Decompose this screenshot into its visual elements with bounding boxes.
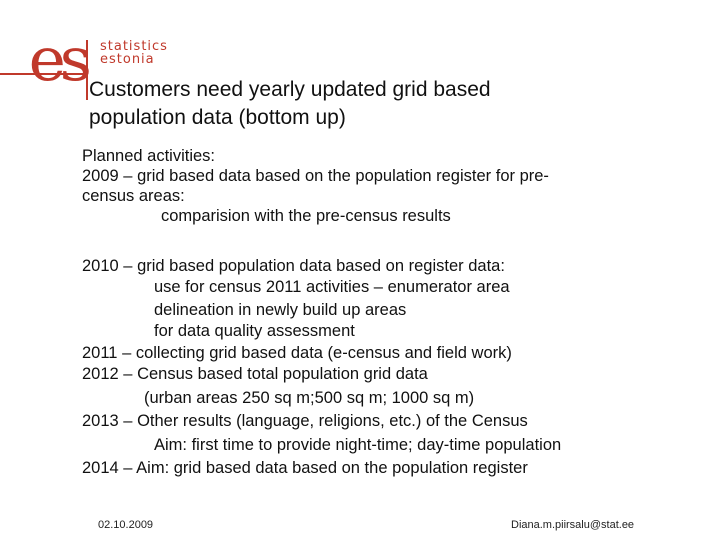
item-2014-dash: –	[118, 459, 137, 477]
item-2013-text: – Other results (language, religions, etc.) of the Census	[118, 412, 528, 430]
item-2013-sub-1	[82, 434, 672, 458]
logo-mark: es	[28, 25, 86, 95]
item-2010-sub-3: for data quality assessment	[154, 321, 355, 340]
year-2010: 2010	[82, 257, 119, 275]
item-2009-sub-1: comparision with the pre-census results	[161, 207, 451, 225]
item-2013-line-1	[82, 410, 672, 434]
year-2011: 2011	[82, 344, 118, 362]
planned-heading: Planned activities:	[82, 147, 215, 165]
slide-body	[82, 146, 672, 481]
footer-date: 02.10.2009	[98, 519, 154, 531]
item-2013-sub-text: first time to provide night-time; day-time population	[187, 435, 562, 454]
year-2014: 2014	[82, 459, 119, 477]
item-2009-line-2: census areas:	[82, 187, 185, 205]
slide-title	[89, 76, 689, 132]
item-2011-line-1	[82, 343, 672, 363]
year-2012: 2012	[82, 365, 119, 383]
item-2012-text: – Census based total population grid data	[118, 365, 428, 383]
item-2010-sub-2: delineation in newly build up areas	[154, 300, 407, 319]
item-2014-text: grid based data based on the population register	[169, 459, 528, 477]
aim-label-2013: Aim:	[154, 435, 187, 454]
logo-line-2: estonia	[100, 52, 155, 67]
item-2010-sub-1: use for census 2011 activities – enumerator area	[154, 278, 510, 296]
item-2014-line-1	[82, 457, 672, 481]
item-2012-line-1	[82, 363, 672, 387]
logo-divider-vertical	[86, 40, 88, 100]
year-2013: 2013	[82, 412, 119, 430]
item-2012-sub-1: (urban areas 250 sq m;500 sq m; 1000 sq m)	[144, 388, 475, 407]
title-line-1: Customers need yearly updated grid based	[89, 78, 491, 101]
item-2009-line-1	[82, 166, 672, 186]
item-2009-text: – grid based data based on the population register for pre-	[118, 167, 549, 185]
title-line-2: population data (bottom up)	[89, 106, 346, 129]
item-2011-text: – collecting grid based data (e-census and field work)	[117, 344, 512, 362]
item-2010-line-1	[82, 256, 672, 276]
year-2009: 2009	[82, 167, 119, 185]
spacer	[82, 226, 672, 246]
item-2010-text: – grid based population data based on register data:	[118, 257, 505, 275]
logo-line-1: statistics	[100, 39, 168, 54]
logo-wordmark	[100, 40, 168, 66]
aim-label-2014: Aim:	[136, 459, 170, 477]
footer-email: Diana.m.piirsalu@stat.ee	[511, 519, 635, 531]
